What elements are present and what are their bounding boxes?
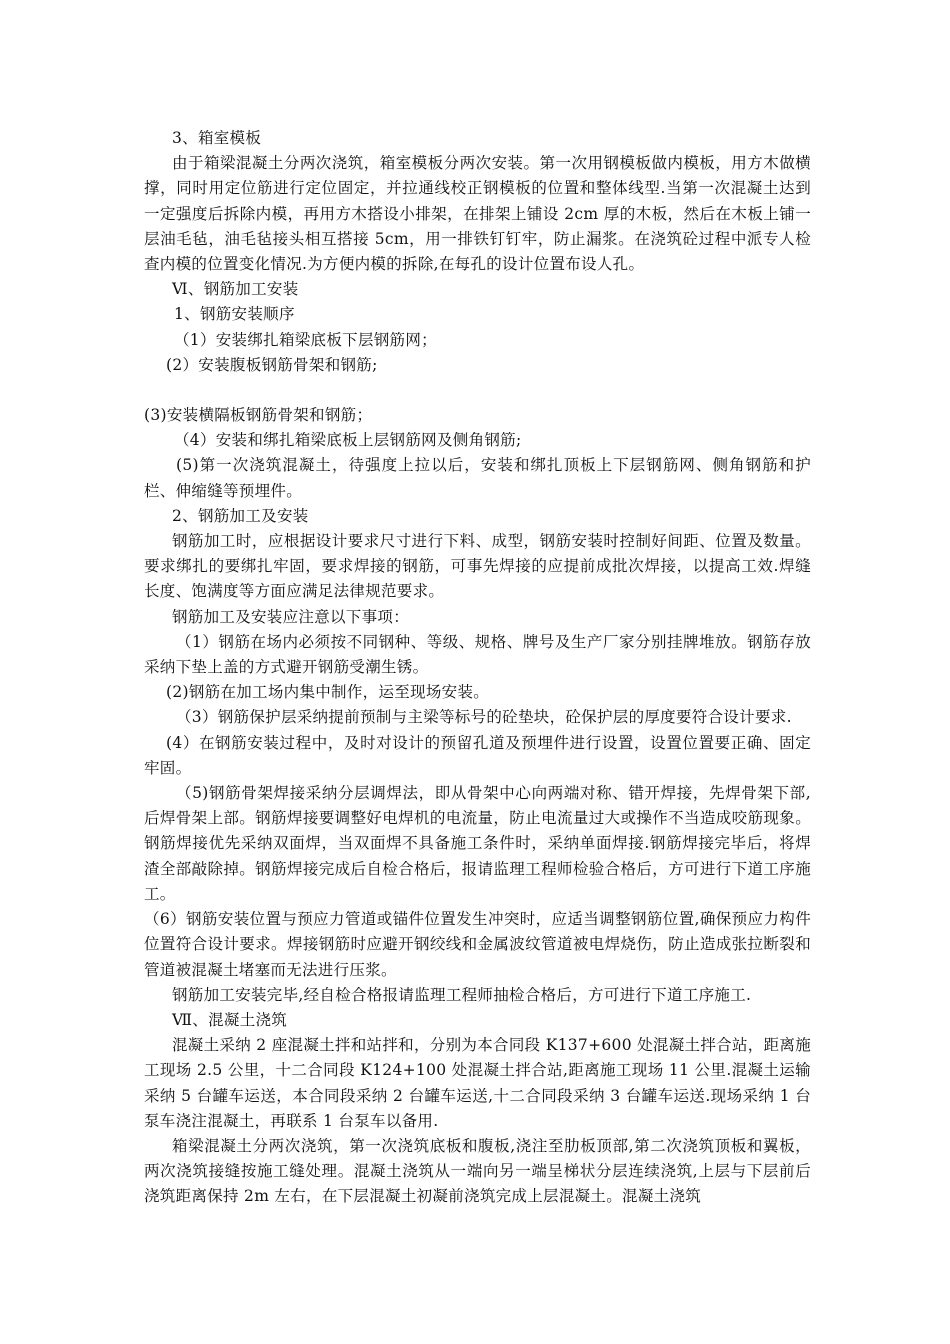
paragraph-rebar-processing: 钢筋加工时，应根据设计要求尺寸进行下料、成型，钢筋安装时控制好间距、位置及数量。要求绑扎的要绑扎牢固，要求焊接的钢筋，可事先焊接的应提前成批次焊接，以提高工效.焊缝长度、饱满度等方面应满足法律规范要求。 [144, 532, 811, 601]
heading-rebar-order: 1、钢筋安装顺序 [174, 305, 295, 324]
heading-box-formwork: 3、箱室模板 [172, 129, 262, 147]
note-item-4: (4）在钢筋安装过程中，及时对设计的预留孔道及预埋件进行设置，设置位置要正确、固定牢固。 [144, 733, 811, 777]
note-item-2: (2)钢筋在加工场内集中制作，运至现场安装。 [166, 683, 490, 702]
note-item-5: （5)钢筋骨架焊接采纳分层调焊法，即从骨架中心向两端对称、错开焊接，先焊骨架下部,后焊骨架上部。钢筋焊接要调整好电焊机的电流量，防止电流量过大或操作不当造成咬筋现象。钢筋焊接优先采纳双面焊，当双面焊不具备施工条件时，采纳单面焊接.钢筋焊接完毕后，将焊渣全部敲除掉。钢筋焊接完成后自检合格后，报请监理工程师检验合格后，方可进行下道工序施工。 [144, 784, 811, 903]
paragraph-box-formwork: 由于箱梁混凝土分两次浇筑，箱室模板分两次安装。第一次用钢模板做内模板，用方木做横撑，同时用定位筋进行定位固定，并拉通线校正钢模板的位置和整体线型.当第一次混凝土达到一定强度后拆除内模，再用方木搭设小排架，在排架上铺设 2cm 厚的木板，然后在木板上铺一层油毛毡，油毛毡接头相互搭接 5cm，用一排铁钉钉牢，防止漏浆。在浇筑砼过程中派专人检查内模的位置变化情况.为方便内模的拆除,在每孔的设计位置布设人孔。 [144, 154, 811, 274]
section-heading-rebar: Ⅵ、钢筋加工安装 [172, 280, 299, 299]
list-item-1: （1）安装绑扎箱梁底板下层钢筋网； [174, 330, 437, 349]
heading-rebar-processing: 2、钢筋加工及安装 [172, 506, 309, 525]
note-item-1: （1）钢筋在场内必须按不同钢种、等级、规格、牌号及生产厂家分别挂牌堆放。钢筋存放采纳下垫上盖的方式避开钢筋受潮生锈。 [144, 632, 811, 677]
list-item-5: (5)第一次浇筑混凝土，待强度上拉以后，安装和绑扎顶板上下层钢筋网、侧角钢筋和护栏、伸缩缝等预埋件。 [144, 456, 811, 500]
paragraph-concrete-supply: 混凝土采纳 2 座混凝土拌和站拌和，分别为本合同段 K137+600 处混凝土拌合站，距离施工现场 2.5 公里，十二合同段 K124+100 处混凝土拌合站,距离施工现场 11 公里.混凝土运输采纳 5 台罐车运送，本合同段采纳 2 台罐车运送,十二合同段采纳 3 台罐车运送.现场采纳 1 台泵车浇注混凝土，再联系 1 台泵车以备用. [144, 1036, 811, 1130]
note-item-3: （3）钢筋保护层采纳提前预制与主梁等标号的砼垫块，砼保护层的厚度要符合设计要求. [176, 708, 792, 727]
blank-line [144, 378, 811, 403]
paragraph-concrete-pour: 箱梁混凝土分两次浇筑，第一次浇筑底板和腹板,浇注至肋板顶部,第二次浇筑顶板和翼板，两次浇筑接缝按施工缝处理。混凝土浇筑从一端向另一端呈梯状分层连续浇筑,上层与下层前后浇筑距离保持 2m 左右，在下层混凝土初凝前浇筑完成上层混凝土。混凝土浇筑 [144, 1136, 811, 1206]
section-heading-concrete: Ⅶ、混凝土浇筑 [172, 1010, 288, 1029]
list-item-4: （4）安装和绑扎箱梁底板上层钢筋网及侧角钢筋; [174, 431, 522, 450]
paragraph-notes-intro: 钢筋加工及安装应注意以下事项： [172, 607, 410, 626]
list-item-2: (2）安装腹板钢筋骨架和钢筋; [166, 355, 378, 374]
document-body [144, 126, 811, 1210]
paragraph-rebar-complete: 钢筋加工安装完毕,经自检合格报请监理工程师抽检合格后，方可进行下道工序施工. [172, 985, 752, 1004]
note-item-6: （6）钢筋安装位置与预应力管道或锚件位置发生冲突时，应适当调整钢筋位置,确保预应力构件位置符合设计要求。焊接钢筋时应避开钢绞线和金属波纹管道被电焊烧伤，防止造成张拉断裂和管道被混凝土堵塞而无法进行压浆。 [144, 910, 811, 979]
list-item-3: (3)安装横隔板钢筋骨架和钢筋； [144, 406, 373, 425]
